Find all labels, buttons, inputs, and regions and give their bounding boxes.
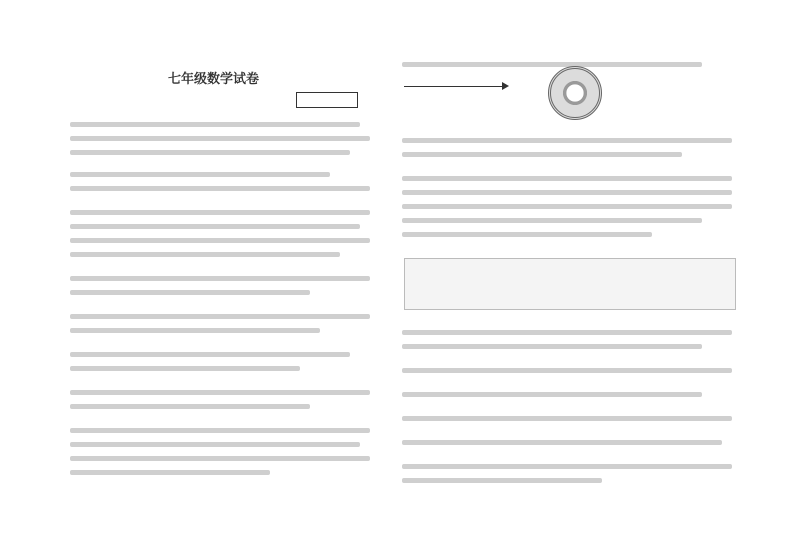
molecule-diagram (404, 258, 736, 310)
subject-title: 七年级数学试卷 (168, 72, 260, 87)
ancient-coin-icon (548, 66, 602, 120)
exam-stamp-box (296, 92, 358, 108)
